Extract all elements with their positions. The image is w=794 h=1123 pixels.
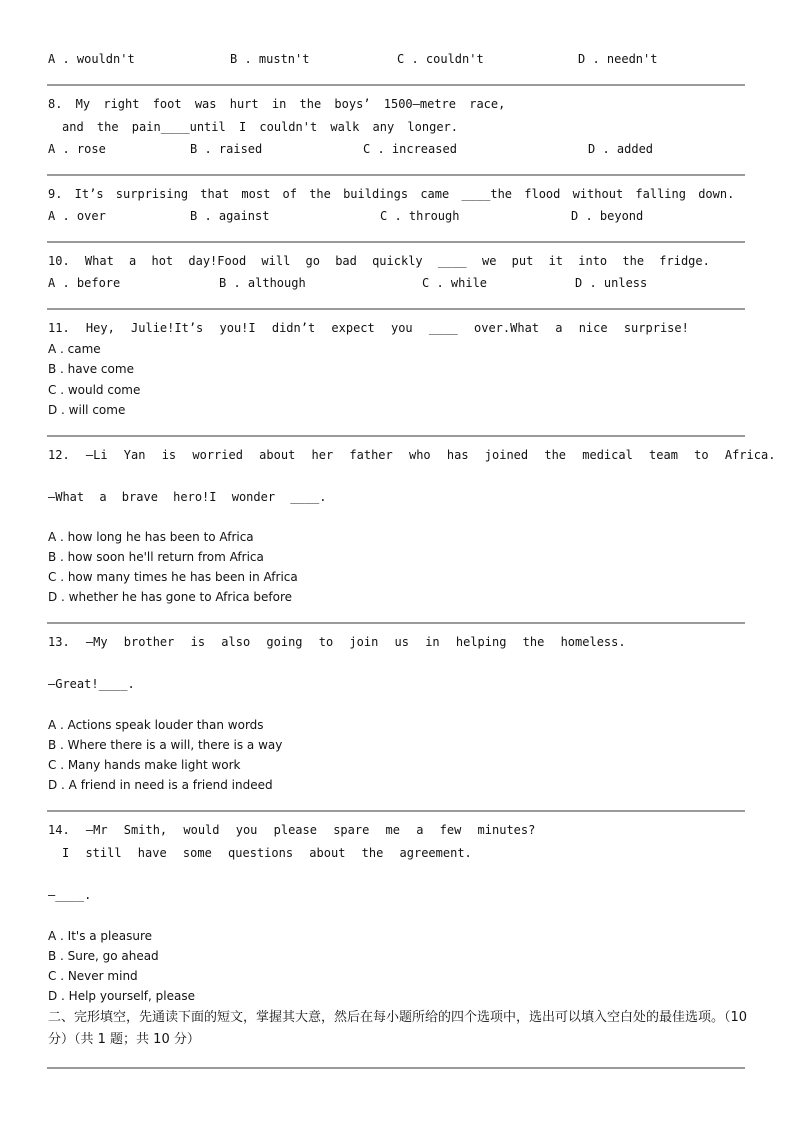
- divider: [47, 308, 745, 310]
- q7-option-c[interactable]: C . couldn't: [397, 52, 484, 66]
- q12-option-d[interactable]: D . whether he has gone to Africa before: [48, 590, 293, 604]
- q9-option-b[interactable]: B . against: [190, 209, 270, 223]
- q14-option-d[interactable]: D . Help yourself, please: [48, 989, 195, 1003]
- q14-stem-continued: I still have some questions about the agreement.: [62, 846, 472, 860]
- q12-option-a[interactable]: A . how long he has been to Africa: [48, 530, 254, 544]
- q13-reply: —Great!____.: [48, 677, 135, 691]
- q11-stem: 11. Hey, Julie!It’s you!I didn’t expect you ____ over.What a nice surprise!: [48, 321, 689, 335]
- q9-stem: 9. It’s surprising that most of the buildings came ____the flood without falling down.: [48, 187, 735, 201]
- q11-option-a[interactable]: A . came: [48, 342, 101, 356]
- divider: [47, 84, 745, 86]
- q9-option-d[interactable]: D . beyond: [571, 209, 644, 223]
- q8-option-c[interactable]: C . increased: [363, 142, 457, 156]
- q13-option-d[interactable]: D . A friend in need is a friend indeed: [48, 778, 273, 792]
- q11-option-c[interactable]: C . would come: [48, 383, 141, 397]
- q7-option-a[interactable]: A . wouldn't: [48, 52, 135, 66]
- q14-option-b[interactable]: B . Sure, go ahead: [48, 949, 159, 963]
- divider: [47, 1067, 745, 1069]
- divider: [47, 435, 745, 437]
- q11-option-d[interactable]: D . will come: [48, 403, 126, 417]
- q13-stem: 13. —My brother is also going to join us in helping the homeless.: [48, 635, 626, 649]
- q14-reply: —____.: [48, 888, 92, 902]
- q7-option-d[interactable]: D . needn't: [578, 52, 658, 66]
- q13-option-a[interactable]: A . Actions speak louder than words: [48, 718, 264, 732]
- q13-option-c[interactable]: C . Many hands make light work: [48, 758, 241, 772]
- q14-stem: 14. —Mr Smith, would you please spare me a few minutes?: [48, 823, 536, 837]
- q7-option-b[interactable]: B . mustn't: [230, 52, 310, 66]
- q8-option-b[interactable]: B . raised: [190, 142, 263, 156]
- divider: [47, 174, 745, 176]
- q9-option-a[interactable]: A . over: [48, 209, 106, 223]
- q11-option-b[interactable]: B . have come: [48, 362, 134, 376]
- q10-option-d[interactable]: D . unless: [575, 276, 648, 290]
- q10-stem: 10. What a hot day!Food will go bad quickly ____ we put it into the fridge.: [48, 254, 710, 268]
- q8-stem: 8. My right foot was hurt in the boys’ 1500–metre race,: [48, 97, 506, 111]
- q13-option-b[interactable]: B . Where there is a will, there is a way: [48, 738, 283, 752]
- q14-option-a[interactable]: A . It's a pleasure: [48, 929, 153, 943]
- q8-option-a[interactable]: A . rose: [48, 142, 106, 156]
- q12-stem: 12. —Li Yan is worried about her father who has joined the medical team to Africa.: [48, 448, 776, 462]
- q12-option-b[interactable]: B . how soon he'll return from Africa: [48, 550, 264, 564]
- q10-option-a[interactable]: A . before: [48, 276, 121, 290]
- q14-option-c[interactable]: C . Never mind: [48, 969, 138, 983]
- q10-option-c[interactable]: C . while: [422, 276, 488, 290]
- divider: [47, 810, 745, 812]
- q12-reply: —What a brave hero!I wonder ____.: [48, 490, 327, 504]
- q8-option-d[interactable]: D . added: [588, 142, 654, 156]
- q9-option-c[interactable]: C . through: [380, 209, 460, 223]
- q12-option-c[interactable]: C . how many times he has been in Africa: [48, 570, 298, 584]
- q8-stem-continued: and the pain____until I couldn't walk any longer.: [62, 120, 459, 134]
- divider: [47, 622, 745, 624]
- q10-option-b[interactable]: B . although: [219, 276, 306, 290]
- section-2-heading: 二、完形填空，先通读下面的短文，掌握其大意，然后在每小题所给的四个选项中，选出可以填入空白处的最佳选项。（10 分）（共 1 题；共 10 分）: [48, 1010, 748, 1047]
- divider: [47, 241, 745, 243]
